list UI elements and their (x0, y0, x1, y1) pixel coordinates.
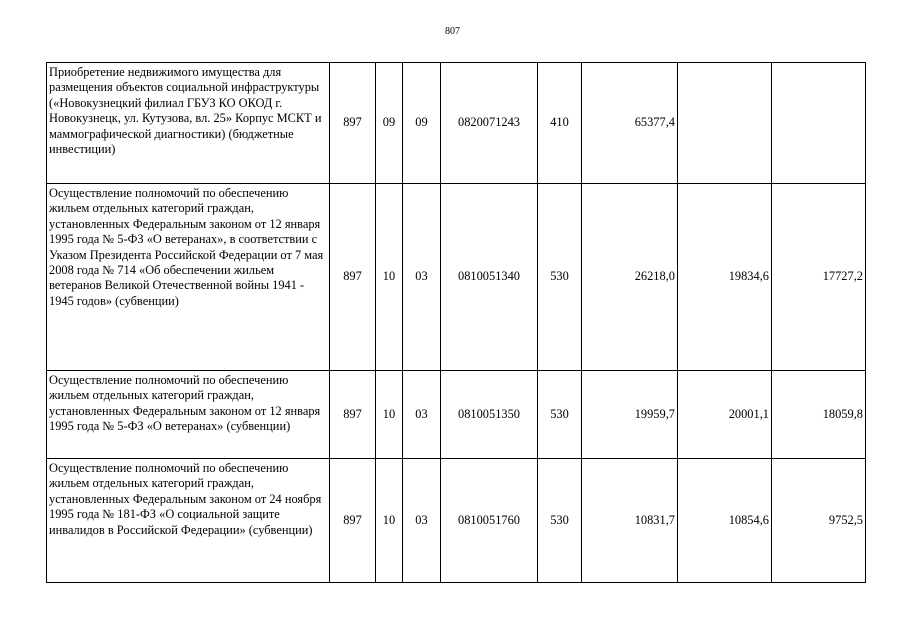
expense-type-code: 530 (538, 459, 582, 583)
target-article-code: 0810051340 (441, 184, 538, 371)
row-name: Осуществление полномочий по обеспечению жильем отдельных категорий граждан, установленных Федеральным законом от 12 января 1995 года № 5-ФЗ «О ветеранах», в соответствии с Указом Президента Российской Федерации от 7 мая 2008 года № 714 «Об обеспечении жильем ветеранов Великой Отечественной войны 1941 - 1945 годов» (субвенции) (47, 184, 330, 371)
page-number: 807 (445, 26, 460, 37)
target-article-code: 0810051760 (441, 459, 538, 583)
ministry-code: 897 (330, 459, 376, 583)
table-row (47, 459, 866, 583)
target-article-code: 0820071243 (441, 63, 538, 184)
subsection-code: 03 (403, 371, 441, 459)
section-code: 10 (376, 371, 403, 459)
amount-year-3: 9752,5 (772, 459, 866, 583)
expense-type-code: 530 (538, 371, 582, 459)
amount-year-3: 18059,8 (772, 371, 866, 459)
table-row (47, 371, 866, 459)
subsection-code: 03 (403, 459, 441, 583)
amount-year-2 (678, 63, 772, 184)
section-code: 10 (376, 459, 403, 583)
amount-year-3: 17727,2 (772, 184, 866, 371)
ministry-code: 897 (330, 184, 376, 371)
budget-table (46, 62, 866, 583)
table-row (47, 63, 866, 184)
section-code: 10 (376, 184, 403, 371)
table-row (47, 184, 866, 371)
amount-year-2: 19834,6 (678, 184, 772, 371)
expense-type-code: 530 (538, 184, 582, 371)
amount-year-3 (772, 63, 866, 184)
row-name: Осуществление полномочий по обеспечению жильем отдельных категорий граждан, установленных Федеральным законом от 12 января 1995 года № 5-ФЗ «О ветеранах» (субвенции) (47, 371, 330, 459)
target-article-code: 0810051350 (441, 371, 538, 459)
row-name: Осуществление полномочий по обеспечению жильем отдельных категорий граждан, установленных Федеральным законом от 24 ноября 1995 года № 181-ФЗ «О социальной защите инвалидов в Российской Федерации» (субвенции) (47, 459, 330, 583)
amount-year-2: 10854,6 (678, 459, 772, 583)
amount-year-1: 19959,7 (582, 371, 678, 459)
amount-year-1: 26218,0 (582, 184, 678, 371)
expense-type-code: 410 (538, 63, 582, 184)
subsection-code: 03 (403, 184, 441, 371)
ministry-code: 897 (330, 63, 376, 184)
row-name: Приобретение недвижимого имущества для размещения объектов социальной инфраструктуры («Новокузнецкий филиал ГБУЗ КО ОКОД г. Новокузнецк, ул. Кутузова, вл. 25» Корпус МСКТ и маммографической диагностики) (бюджетные инвестиции) (47, 63, 330, 184)
subsection-code: 09 (403, 63, 441, 184)
section-code: 09 (376, 63, 403, 184)
amount-year-2: 20001,1 (678, 371, 772, 459)
amount-year-1: 10831,7 (582, 459, 678, 583)
amount-year-1: 65377,4 (582, 63, 678, 184)
ministry-code: 897 (330, 371, 376, 459)
